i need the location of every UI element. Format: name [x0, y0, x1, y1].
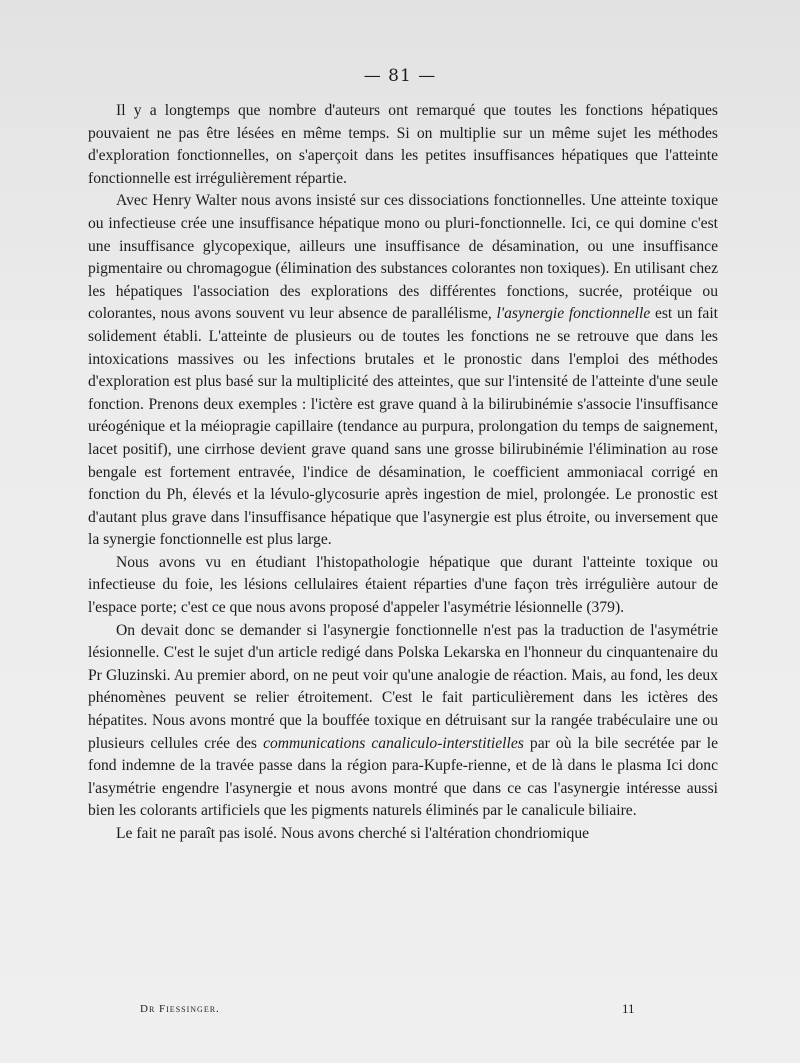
body-text — [88, 100, 718, 846]
text-run: est un fait solidement établi. L'atteinte de plusieurs ou de toutes les fonctions ne se retrouve que dans les intoxications massives ou les infections brutales et le pronostic dans l'emploi des méthodes d'exploration est plus basé sur la multiplicité des atteintes, que sur l'intensité de l'atteinte d'une seule fonction. Prenons deux exemples : l'ictère est grave quand à la bilirubinémie s'associe l'insuffisance uréogénique et la méiopragie capillaire (tendance au purpura, prolongation du temps de saignement, lacet positif), une cirrhose devient grave quand sans une grosse bilirubinémie l'élimination au rose bengale est fortement entravée, l'indice de désamination, le coefficient ammoniacal corrigé en fonction du Ph, élevés et la lévulo-glycosurie après ingestion de miel, prolongée. Le pronostic est d'autant plus grave dans l'insuffisance hépatique que l'asynergie est plus étroite, ou inversement que la synergie fonctionnelle est plus large. — [88, 305, 718, 549]
signature-mark: 11 — [622, 1001, 635, 1016]
text-run: Le fait ne paraît pas isolé. Nous avons cherché si l'altération chondriomique — [116, 825, 590, 842]
text-run: On devait donc se demander si l'asynergie fonctionnelle n'est pas la traduction de l'asymétrie lésionnelle. C'est le sujet d'un article redigé dans Polska Lekarska en l'honneur du cinquantenaire du Pr Gluzinski. Au premier abord, on ne peut voir qu'une analogie de réaction. Mais, au fond, les deux phénomènes peuvent se relier étroitement. C'est le fait particulièrement dans les ictères des hépatites. Nous avons montré que la bouffée toxique en détruisant sur la rangée trabéculaire une ou plusieurs cellules crée des — [88, 621, 718, 752]
paragraph-3 — [88, 552, 718, 620]
paragraph-2 — [88, 190, 718, 552]
italic-term: l'asynergie fonctionnelle — [496, 305, 651, 323]
text-run: Nous avons vu en étudiant l'histopathologie hépatique que durant l'atteinte toxique ou infectieuse du foie, les lésions cellulaires étaient réparties d'une façon très irrégulière autour de l'espace porte; c'est ce que nous avons proposé d'appeler l'asymétrie lésionnelle (379). — [88, 553, 718, 617]
paragraph-1 — [88, 100, 718, 190]
italic-term: communications canaliculo-interstitielles — [263, 734, 524, 752]
author-name: Dr Fiessinger. — [140, 1003, 220, 1015]
text-run: Il y a longtemps que nombre d'auteurs ont remarqué que toutes les fonctions hépatiques pouvaient ne pas être lésées en même temps. Si on multiplie sur un même sujet les méthodes d'exploration fonctionnelles, on s'aperçoit dans les petites insuffisances hépatiques que l'atteinte fonctionnelle est irrégulièrement répartie. — [88, 102, 718, 187]
page-number: — 81 — — [363, 66, 437, 86]
text-run: par où la bile secrétée par le fond indemne de la travée passe dans la région para-Kupfe-rienne, et de là dans le plasma Ici donc l'asymétrie engendre l'asynergie et nous avons montré que dans ce cas l'asynergie intéresse aussi bien les colorants artificiels que les pigments naturels éliminés par le canalicule biliaire. — [88, 734, 718, 820]
text-run: Avec Henry Walter nous avons insisté sur ces dissociations fonctionnelles. Une atteinte toxique ou infectieuse crée une insuffisance hépatique mono ou pluri-fonctionnelle. Ici, ce qui domine c'est une insuffisance glycopexique, ailleurs une insuffisance de désamination, ou une insuffisance pigmentaire ou chromagogue (élimination des substances colorantes non toxiques). En utilisant chez les hépatiques l'association des explorations des différentes fonctions, sucrée, protéique ou colorantes, nous avons souvent vu leur absence de parallélisme, — [88, 192, 718, 323]
paragraph-4 — [88, 620, 718, 823]
paragraph-5 — [88, 823, 718, 846]
